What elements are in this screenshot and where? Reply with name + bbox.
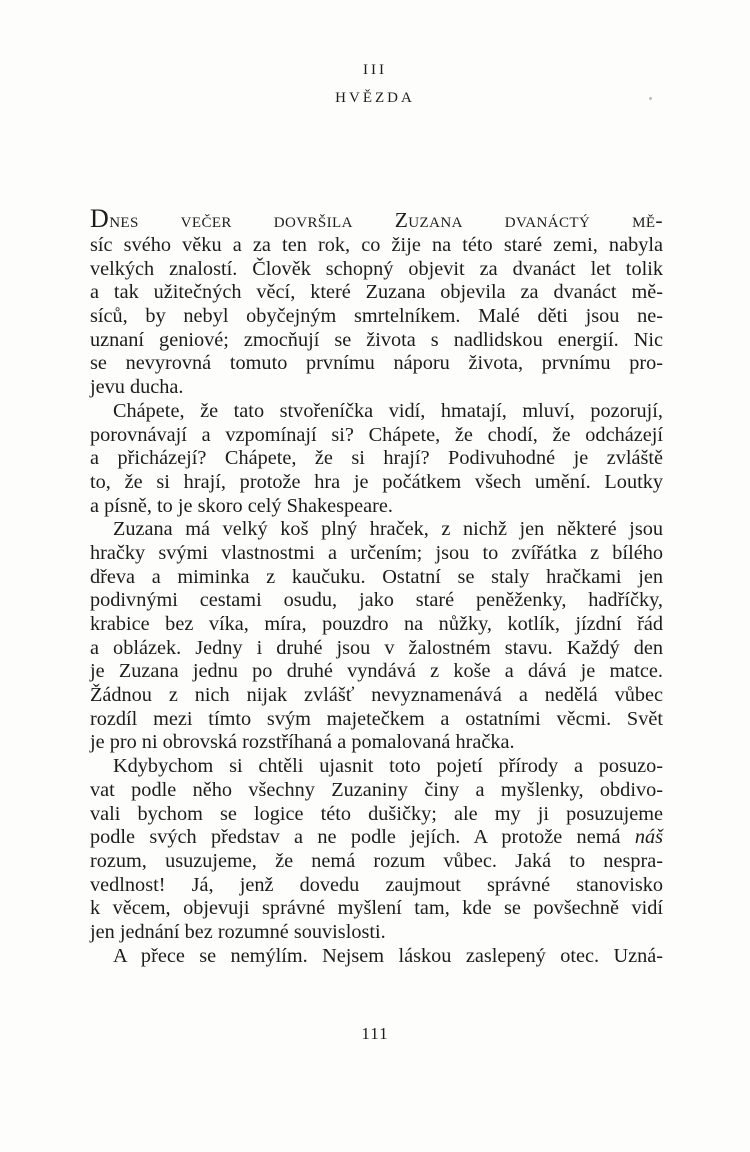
text-line: k věcem, objevuji správné myšlení tam, kde se povšechně vidí: [90, 897, 663, 920]
text-line: a písně, to je skoro celý Shakespeare.: [90, 494, 393, 517]
text-line: je pro ni obrovská rozstříhaná a pomalovaná hračka.: [90, 731, 515, 754]
text-line: Žádnou z nich nijak zvlášť nevyznamenává a nedělá vůbec: [90, 684, 663, 707]
text-line: a přicházejí? Chápete, že si hrají? Podivuhodné je zvláště: [90, 447, 663, 470]
text-line: [90, 826, 663, 850]
text-line: podivnými cestami osudu, jako staré peněženky, hadříčky,: [90, 589, 663, 612]
text-line: vali bychom se logice této dušičky; ale my ji posuzujeme: [90, 802, 663, 825]
chapter-number: III: [363, 62, 387, 78]
text-line: síc svého věku a za ten rok, co žije na této staré zemi, nabyla: [90, 234, 663, 256]
text-line: jevu ducha.: [90, 376, 184, 399]
text-line: rozum, usuzujeme, že nemá rozum vůbec. Jaká to nespra-: [90, 849, 663, 872]
text-line: krabice bez víka, míra, pouzdro na nůžky, kotlík, jízdní řád: [90, 613, 663, 635]
body-text: [90, 204, 663, 968]
text-line: Zuzana má velký koš plný hraček, z nichž jen některé jsou: [113, 518, 663, 541]
opening-line-text: nes večer dovršila Zuzana dvanáctý mě-: [109, 208, 663, 232]
text-line: Kdybychom si chtěli ujasnit toto pojetí přírody a posuzo-: [113, 755, 663, 778]
text-line: dřeva a miminka z kaučuku. Ostatní se staly hračkami jen: [90, 565, 663, 588]
text-line: se nevyrovná tomuto prvnímu náporu života, prvnímu pro-: [90, 352, 663, 375]
page-number: 111: [361, 1024, 389, 1043]
text-line: rozdíl mezi tímto svým majetečkem a ostatními věcmi. Svět: [90, 707, 663, 730]
text-line: hračky svými vlastnostmi a určením; jsou to zvířátka z bílého: [90, 541, 663, 564]
text-line: síců, by nebyl obyčejným smrtelníkem. Malé děti jsou ne-: [90, 305, 663, 328]
opening-line: [90, 204, 663, 234]
chapter-title: HVĚZDA: [335, 90, 415, 106]
text-line: porovnávají a vzpomínají si? Chápete, že chodí, že odcházejí: [90, 423, 663, 446]
text-line: jen jednání bez rozumné souvislosti.: [90, 920, 386, 943]
text-line: A přece se nemýlím. Nejsem láskou zaslepený otec. Uzná-: [113, 944, 663, 967]
text-line: a tak užitečných věcí, které Zuzana objevila za dvanáct mě-: [90, 281, 663, 304]
italic-word: náš: [634, 826, 663, 849]
opening-initial: D: [90, 204, 110, 233]
text-line-part: podle svých představ a ne podle jejích. A protože nemá: [90, 826, 621, 849]
text-line: uznaní geniové; zmocňují se života s nadlidskou energií. Nic: [90, 328, 663, 351]
text-line: vedlnost! Já, jenž dovedu zaujmout správné stanovisko: [90, 873, 663, 896]
text-line: velkých znalostí. Člověk schopný objevit za dvanáct let tolik: [90, 257, 663, 280]
scan-speck: [649, 97, 652, 100]
text-line: a oblázek. Jedny i druhé jsou v žalostném stavu. Každý den: [90, 636, 663, 659]
text-line: je Zuzana jednu po druhé vyndává z koše a dává je matce.: [90, 660, 663, 683]
text-line: Chápete, že tato stvořeníčka vidí, hmatají, mluví, pozorují,: [113, 399, 663, 422]
text-line: vat podle něho všechny Zuzaniny činy a myšlenky, obdivo-: [90, 778, 663, 801]
text-line: to, že si hrají, protože hra je počátkem všech umění. Loutky: [90, 470, 663, 493]
